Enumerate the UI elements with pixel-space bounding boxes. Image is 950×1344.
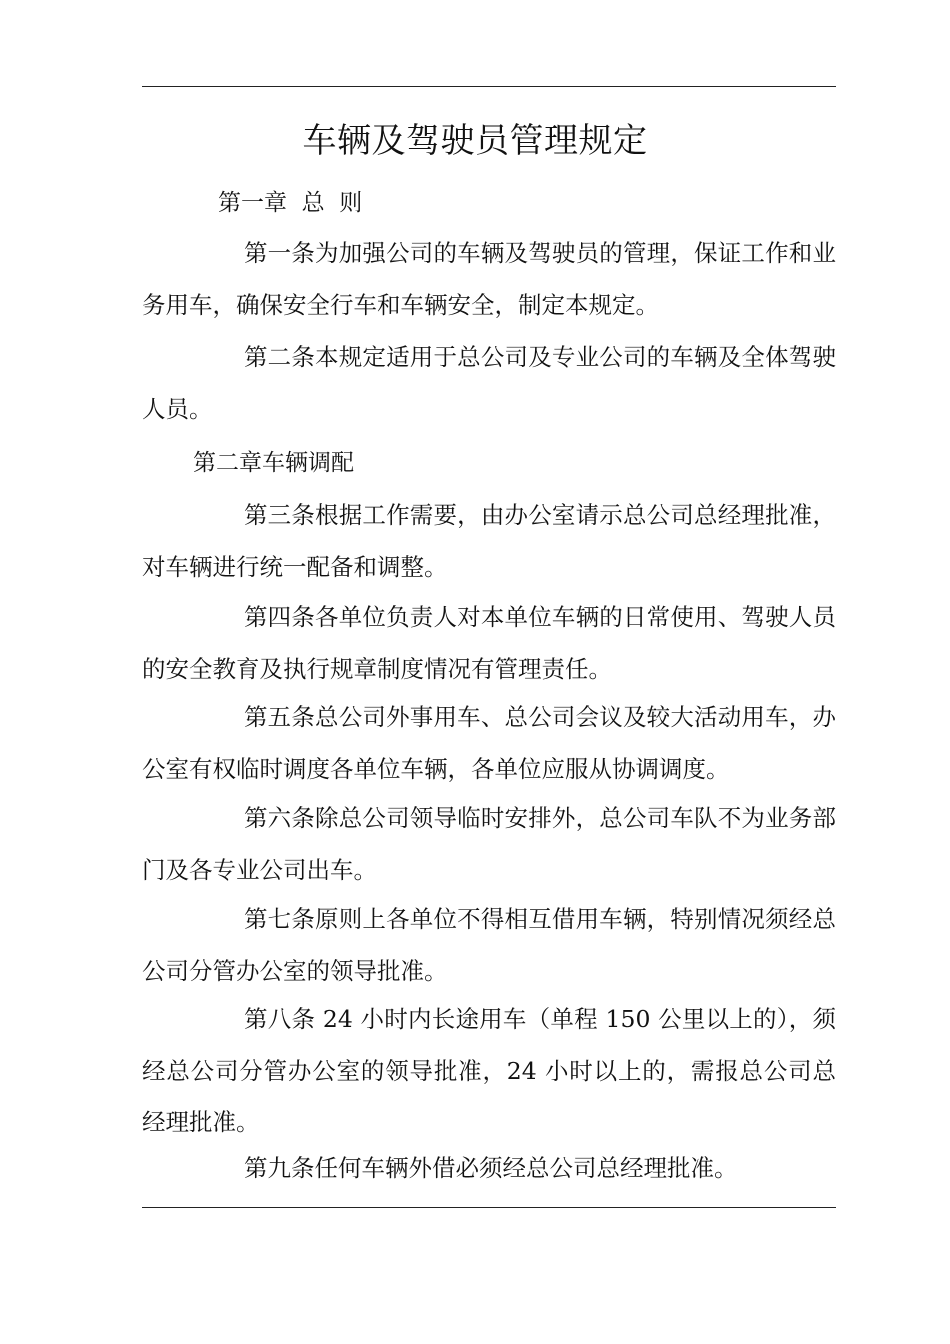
article-8: 第八条 24 小时内长途用车（单程 150 公里以上的），须经总公司分管办公室的领导批准，24 小时以上的，需报总公司总经理批准。: [142, 1005, 836, 1136]
chapter-heading-general: 第一章 总 则: [218, 190, 363, 216]
article-1: 第一条为加强公司的车辆及驾驶员的管理，保证工作和业务用车，确保安全行车和车辆安全，制定本规定。: [142, 239, 836, 319]
article-6: 第六条除总公司领导临时安排外，总公司车队不为业务部门及各专业公司出车。: [142, 804, 836, 884]
document-title: 车辆及驾驶员管理规定: [302, 121, 648, 161]
article-3: 第三条根据工作需要，由办公室请示总公司总经理批准，对车辆进行统一配备和调整。: [142, 501, 836, 581]
article-5: 第五条总公司外事用车、总公司会议及较大活动用车，办公室有权临时调度各单位车辆，各单位应服从协调调度。: [142, 703, 836, 783]
article-9: 第九条任何车辆外借必须经总公司总经理批准。: [244, 1154, 738, 1182]
article-7: 第七条原则上各单位不得相互借用车辆，特别情况须经总公司分管办公室的领导批准。: [142, 905, 836, 985]
chapter-heading-vehicle-allocation: 第二章车辆调配: [193, 450, 354, 476]
article-2: 第二条本规定适用于总公司及专业公司的车辆及全体驾驶人员。: [142, 343, 836, 423]
header-rule: [142, 86, 836, 87]
footer-rule: [142, 1207, 836, 1208]
article-4: 第四条各单位负责人对本单位车辆的日常使用、驾驶人员的安全教育及执行规章制度情况有管理责任。: [142, 603, 836, 683]
